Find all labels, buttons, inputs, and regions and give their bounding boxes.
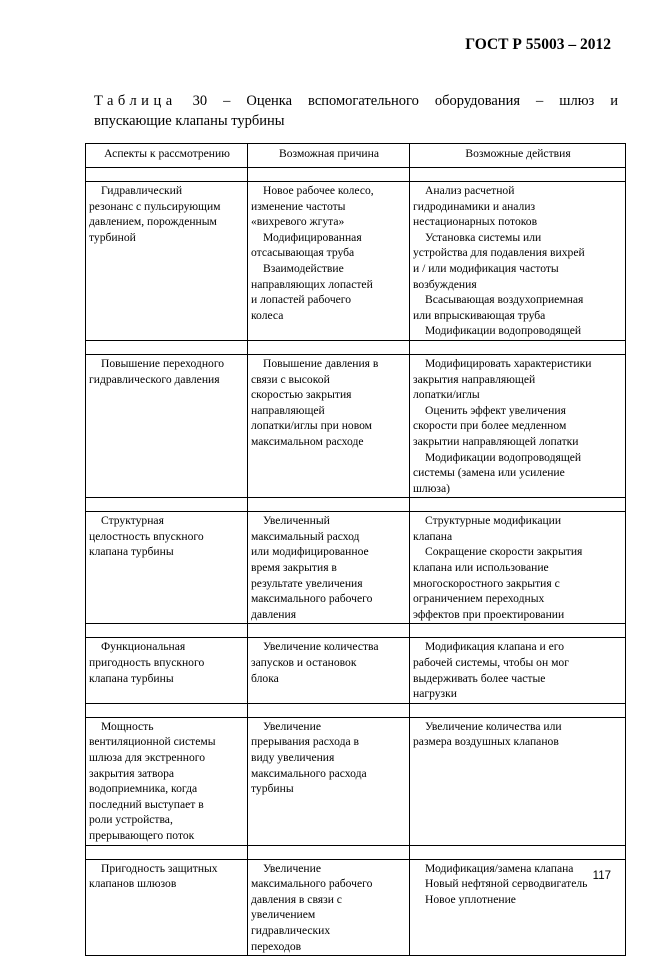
cell-line: максимальный расход [251, 529, 360, 543]
cell-line: Модифицировать характеристики [425, 356, 592, 370]
cell-line: эффектов при проектировании [413, 607, 565, 621]
cell-aspect [86, 717, 248, 845]
cell-actions [410, 182, 626, 341]
spacer-cell [410, 703, 626, 717]
cell-line: результате увеличения [251, 576, 363, 590]
cell-line: и / или модификация частоты [413, 261, 559, 275]
cell-line: рабочей системы, чтобы он мог [413, 656, 569, 670]
caption-label: Таблица [94, 93, 177, 109]
cell-line: колеса [251, 308, 284, 322]
cell-aspect [86, 354, 248, 497]
cell-line: время закрытия в [251, 561, 337, 575]
spacer-cell [248, 624, 410, 638]
cell-aspect [86, 638, 248, 703]
cell-line: гидравлического давления [89, 372, 220, 386]
cell-line: нестационарных потоков [413, 215, 538, 229]
cell-line: выдерживать более частые [413, 671, 546, 685]
cell-line: Структурная [101, 514, 164, 528]
caption-line-2: впускающие клапаны турбины [94, 113, 285, 129]
cell-line: Оценить эффект увеличения [425, 403, 566, 417]
table-caption [94, 91, 618, 131]
page-number: 117 [592, 870, 611, 882]
caption-line-1 [94, 91, 618, 111]
cell-line: скорости при более медленном [413, 419, 567, 433]
cell-line: закрытии направляющей лопатки [413, 434, 579, 448]
row-spacer [86, 498, 626, 512]
cell-line: клапана турбины [89, 671, 174, 685]
cell-line: шлюза для экстренного [89, 751, 205, 764]
spacer-cell [248, 168, 410, 182]
spacer-cell [86, 703, 248, 717]
row-spacer [86, 703, 626, 717]
cell-line: Сокращение скорости закрытия [425, 545, 583, 559]
row-spacer [86, 340, 626, 354]
cell-cause [248, 182, 410, 341]
evaluation-table [85, 143, 626, 956]
spacer-cell [248, 703, 410, 717]
cell-line: связи с высокой [251, 372, 330, 386]
table-row [86, 638, 626, 703]
cell-line: прерывания расхода в [251, 735, 360, 749]
spacer-cell [248, 340, 410, 354]
cell-aspect [86, 859, 248, 956]
cell-line: Модификации водопроводящей [425, 450, 582, 464]
cell-line: клапанов шлюзов [89, 877, 177, 891]
cell-line: роли устройства, [89, 813, 173, 827]
cell-line: гидродинамики и анализ [413, 199, 536, 213]
cell-line: турбиной [89, 230, 136, 244]
cell-line: запусков и остановок [251, 656, 357, 670]
cell-line: турбины [251, 782, 294, 796]
cell-cause [248, 638, 410, 703]
cell-line: Всасывающая воздухоприемная [425, 293, 584, 307]
cell-line: Новый нефтяной серводвигатель [425, 877, 588, 891]
cell-line: прерывающего поток [89, 828, 195, 842]
cell-line: или впрыскивающая труба [413, 308, 546, 322]
cell-cause [248, 512, 410, 624]
cell-line: клапана [413, 529, 453, 543]
spacer-cell [248, 498, 410, 512]
table-row [86, 859, 626, 956]
cell-line: Модификация/замена клапана [425, 861, 574, 875]
cell-line: Повышение переходного [101, 356, 225, 370]
cell-aspect [86, 182, 248, 341]
header-cause: Возможная причина [248, 144, 410, 168]
cell-line: Новое уплотнение [425, 892, 516, 906]
cell-line: резонанс с пульсирующим [89, 199, 221, 213]
cell-line: Новое рабочее колесо, [263, 184, 374, 197]
cell-line: давлением, порожденным [89, 215, 217, 229]
cell-cause [248, 354, 410, 497]
spacer-cell [410, 624, 626, 638]
cell-actions [410, 638, 626, 703]
cell-line: увеличением [251, 908, 316, 922]
cell-line: Увеличение количества [263, 640, 379, 654]
cell-line: направляющих лопастей [251, 277, 373, 291]
cell-line: Увеличение количества или [425, 719, 562, 733]
cell-line: Пригодность защитных [101, 861, 218, 875]
cell-line: давления [251, 607, 297, 621]
cell-line: Функциональная [101, 640, 186, 654]
cell-line: изменение частоты [251, 199, 346, 213]
spacer-cell [410, 168, 626, 182]
cell-line: виду увеличения [251, 751, 335, 764]
cell-line: скоростью закрытия [251, 388, 352, 402]
cell-actions [410, 512, 626, 624]
document-standard-header: ГОСТ Р 55003 – 2012 [465, 36, 611, 53]
row-spacer [86, 845, 626, 859]
cell-line: лопатки/иглы при новом [251, 419, 373, 433]
spacer-cell [86, 168, 248, 182]
header-aspects: Аспекты к рассмотрению [86, 144, 248, 168]
cell-line: закрытия направляющей [413, 372, 536, 386]
cell-line: переходов [251, 939, 302, 953]
cell-line: направляющей [251, 403, 325, 417]
cell-line: Структурные модификации [425, 514, 562, 528]
cell-line: Модификации водопроводящей [425, 324, 582, 338]
cell-line: Увеличение [263, 861, 321, 875]
cell-line: Модифицированная [263, 230, 362, 244]
cell-line: блока [251, 671, 279, 685]
cell-line: нагрузки [413, 687, 457, 701]
cell-line: ограничением переходных [413, 592, 545, 606]
cell-line: целостность впускного [89, 529, 204, 543]
spacer-cell [86, 845, 248, 859]
table-header-row [86, 144, 626, 168]
cell-line: Установка системы или [425, 230, 542, 244]
cell-line: Модификация клапана и его [425, 640, 565, 654]
cell-line: клапана или использование [413, 561, 549, 575]
cell-line: максимального рабочего [251, 592, 373, 606]
cell-line: Увеличенный [263, 514, 330, 528]
cell-line: гидравлических [251, 923, 331, 937]
cell-line: вентиляционной системы [89, 735, 216, 749]
cell-line: закрытия затвора [89, 766, 175, 780]
cell-actions [410, 717, 626, 845]
cell-line: многоскоростного закрытия с [413, 576, 560, 590]
cell-line: Увеличение [263, 719, 321, 733]
cell-line: пригодность впускного [89, 656, 205, 670]
cell-line: Мощность [101, 719, 154, 733]
spacer-cell [410, 340, 626, 354]
cell-line: шлюза) [413, 481, 450, 495]
cell-line: максимальном расходе [251, 434, 364, 448]
cell-line: Анализ расчетной [425, 184, 515, 197]
row-spacer [86, 624, 626, 638]
cell-line: системы (замена или усиление [413, 466, 565, 480]
cell-line: размера воздушных клапанов [413, 735, 559, 749]
table-row [86, 717, 626, 845]
spacer-cell [86, 624, 248, 638]
table-row [86, 354, 626, 497]
cell-line: максимального рабочего [251, 877, 373, 891]
cell-line: и лопастей рабочего [251, 293, 352, 307]
cell-line: последний выступает в [89, 797, 204, 811]
cell-line: Взаимодействие [263, 261, 344, 275]
spacer-cell [410, 498, 626, 512]
cell-line: или модифицированное [251, 545, 369, 559]
spacer-cell [410, 845, 626, 859]
cell-line: «вихревого жгута» [251, 215, 345, 229]
cell-line: максимального расхода [251, 766, 367, 780]
cell-aspect [86, 512, 248, 624]
cell-line: Повышение давления в [263, 356, 379, 370]
caption-text: 30 – Оценка вспомогательного оборудования – шлюз и [192, 93, 619, 109]
table-row [86, 182, 626, 341]
cell-line: водоприемника, когда [89, 782, 198, 796]
cell-line: клапана турбины [89, 545, 174, 559]
header-actions: Возможные действия [410, 144, 626, 168]
cell-line: лопатки/иглы [413, 388, 480, 402]
spacer-cell [248, 845, 410, 859]
cell-actions [410, 354, 626, 497]
spacer-cell [86, 498, 248, 512]
cell-cause [248, 859, 410, 956]
cell-line: возбуждения [413, 277, 477, 291]
spacer-cell [86, 340, 248, 354]
cell-line: отсасывающая труба [251, 246, 355, 260]
cell-cause [248, 717, 410, 845]
cell-line: Гидравлический [101, 184, 183, 197]
cell-line: давления в связи с [251, 892, 342, 906]
table-row [86, 512, 626, 624]
cell-line: устройства для подавления вихрей [413, 246, 585, 260]
row-spacer [86, 168, 626, 182]
